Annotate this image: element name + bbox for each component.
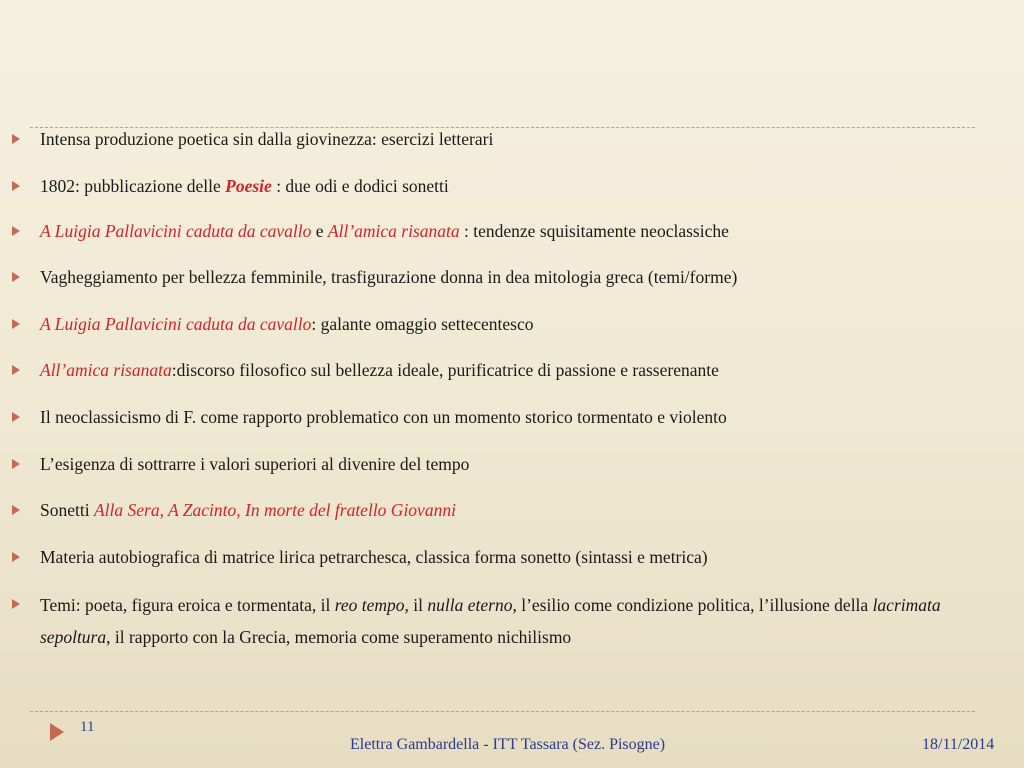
bullet-text-run: Materia autobiografica di matrice lirica petrarchesca, classica forma sonetto (sintassi e metrica): [40, 547, 708, 567]
emphasized-text-run: lacrimata sepoltura: [40, 595, 941, 647]
bullet-arrow-icon: [12, 124, 24, 155]
bullet-arrow-icon: [12, 589, 24, 620]
bullet-text: [40, 216, 1000, 247]
bottom-divider: [30, 711, 975, 712]
bullet-arrow-icon: [12, 402, 24, 433]
bullet-arrow-icon: [12, 542, 24, 573]
bullet-arrow-icon: [12, 262, 24, 293]
bullet-arrow-icon: [12, 309, 24, 340]
bullet-arrow-icon: [12, 355, 24, 386]
emphasized-text-run: Poesie: [225, 176, 272, 196]
bullet-text-run: Temi: poeta, figura eroica e tormentata, il: [40, 595, 335, 615]
footer-date: 18/11/2014: [922, 736, 995, 753]
bullet-arrow-icon: [12, 495, 24, 526]
bullet-text-run: L’esigenza di sottrarre i valori superiori al divenire del tempo: [40, 454, 470, 474]
bullet-text-run: :discorso filosofico sul bellezza ideale, purificatrice di passione e rasserenante: [171, 360, 719, 380]
bullet-arrow-icon: [12, 171, 24, 202]
bullet-text-run: Il neoclassicismo di F. come rapporto problematico con un momento storico tormentato e violento: [40, 407, 727, 427]
bullet-text-run: , il rapporto con la Grecia, memoria come superamento nichilismo: [106, 627, 572, 647]
footer-arrow-icon: [50, 723, 64, 746]
bullet-text-run: Vagheggiamento per bellezza femminile, trasfigurazione donna in dea mitologia greca (temi/forme): [40, 267, 738, 287]
footer-author: Elettra Gambardella - ITT Tassara (Sez. Pisogne): [350, 736, 666, 753]
bullet-text-run: Sonetti: [40, 500, 94, 520]
bullet-text-run: 1802: pubblicazione delle: [40, 176, 226, 196]
emphasized-text-run: A Luigia Pallavicini caduta da cavallo: [40, 221, 312, 241]
bullet-text-run: : tendenze squisitamente neoclassiche: [459, 221, 729, 241]
bullet-text-run: , l’esilio come condizione politica, l’illusione della: [512, 595, 873, 615]
bullet-text-run: Intensa produzione poetica sin dalla giovinezza: esercizi letterari: [40, 129, 494, 149]
bullet-text: [40, 124, 1000, 155]
bullet-text-run: , il: [404, 595, 428, 615]
bullet-arrow-icon: [12, 216, 24, 247]
bullet-text: [40, 589, 990, 653]
emphasized-text-run: A Luigia Pallavicini caduta da cavallo: [40, 314, 312, 334]
bullet-text-run: : due odi e dodici sonetti: [271, 176, 449, 196]
bullet-text: [40, 449, 1000, 480]
bullet-text-run: e: [311, 221, 328, 241]
bullet-arrow-icon: [12, 449, 24, 480]
slide-number: 11: [80, 719, 95, 735]
emphasized-text-run: Alla Sera, A Zacinto, In morte del fratello Giovanni: [93, 500, 456, 520]
emphasized-text-run: All’amica risanata: [327, 221, 460, 241]
bullet-text: [40, 542, 1000, 573]
emphasized-text-run: nulla eterno: [427, 595, 513, 615]
bullet-text: [40, 309, 1000, 340]
bullet-text-run: : galante omaggio settecentesco: [311, 314, 534, 334]
bullet-text: [40, 355, 1000, 386]
bullet-text: [40, 495, 1000, 526]
bullet-text: [40, 262, 1000, 293]
emphasized-text-run: All’amica risanata: [40, 360, 172, 380]
bullet-text: [40, 402, 1000, 433]
emphasized-text-run: reo tempo: [334, 595, 405, 615]
bullet-text: [40, 171, 1000, 202]
